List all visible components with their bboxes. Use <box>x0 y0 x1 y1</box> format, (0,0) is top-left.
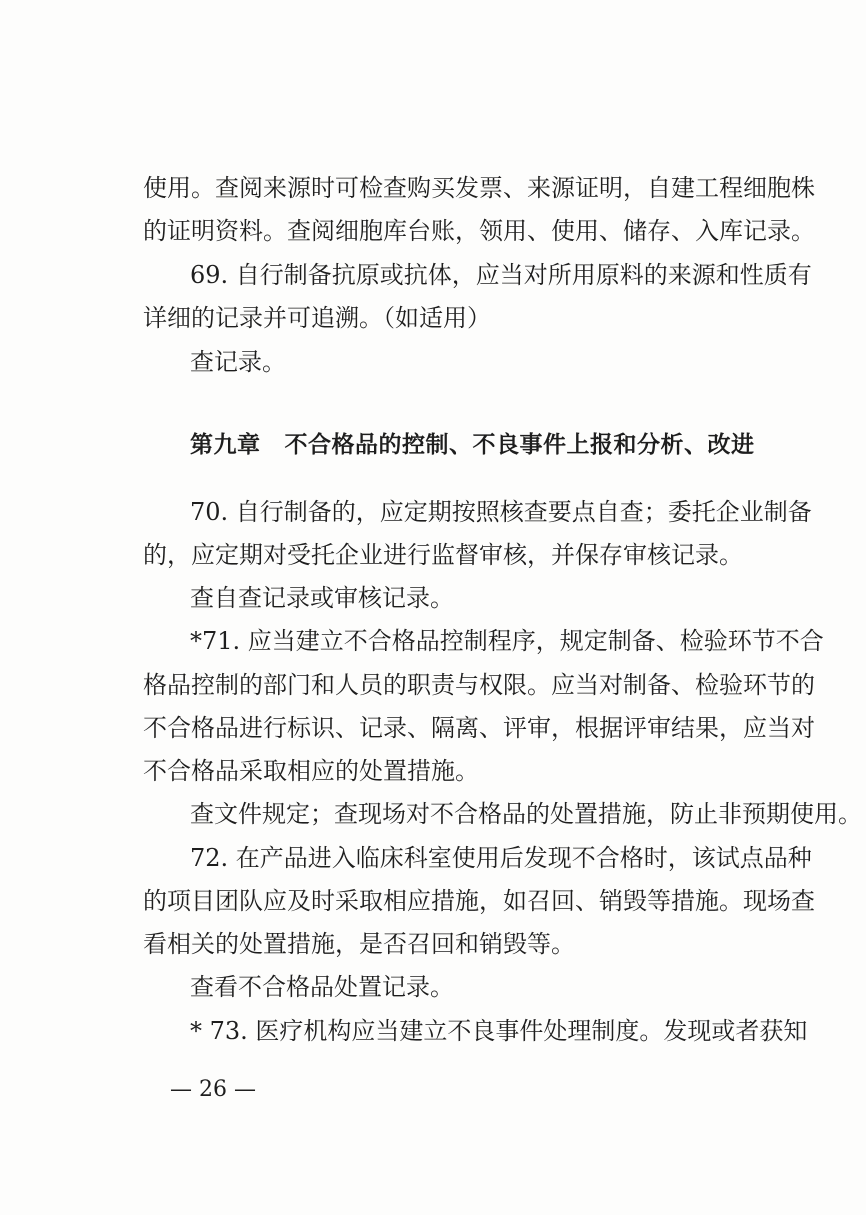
text-line: *71. 应当建立不合格品控制程序，规定制备、检验环节不合 <box>190 627 824 655</box>
text-line: 的证明资料。查阅细胞库台账，领用、使用、储存、入库记录。 <box>143 217 815 245</box>
text-line: 70. 自行制备的，应定期按照核查要点自查；委托企业制备 <box>190 498 812 526</box>
chapter-heading <box>190 425 773 465</box>
text-line: 看相关的处置措施，是否召回和销毁等。 <box>143 930 575 958</box>
page-number: — 26 — <box>170 1077 256 1102</box>
text-line: 的，应定期对受托企业进行监督审核，并保存审核记录。 <box>143 541 743 569</box>
text-line: 查自查记录或审核记录。 <box>190 584 454 612</box>
text-line: 69. 自行制备抗原或抗体，应当对所用原料的来源和性质有 <box>190 261 812 289</box>
text-line: 格品控制的部门和人员的职责与权限。应当对制备、检验环节的 <box>143 671 815 699</box>
text-line: 使用。查阅来源时可检查购买发票、来源证明，自建工程细胞株 <box>143 174 815 202</box>
text-line: 详细的记录并可追溯。（如适用） <box>143 304 491 332</box>
text-line: 不合格品进行标识、记录、隔离、评审，根据评审结果，应当对 <box>143 714 815 742</box>
text-line: 查记录。 <box>190 348 286 376</box>
text-line: 的项目团队应及时采取相应措施，如召回、销毁等措施。现场查 <box>143 887 815 915</box>
chapter-title: 不合格品的控制、不良事件上报和分析、改进 <box>284 432 755 458</box>
text-line: * 73. 医疗机构应当建立不良事件处理制度。发现或者获知 <box>190 1017 808 1045</box>
text-line: 查文件规定；查现场对不合格品的处置措施，防止非预期使用。 <box>190 800 862 828</box>
text-line: 查看不合格品处置记录。 <box>190 973 454 1001</box>
text-line: 72. 在产品进入临床科室使用后发现不合格时，该试点品种 <box>190 844 812 872</box>
chapter-number: 第九章 <box>190 432 261 458</box>
text-line: 不合格品采取相应的处置措施。 <box>143 757 479 785</box>
